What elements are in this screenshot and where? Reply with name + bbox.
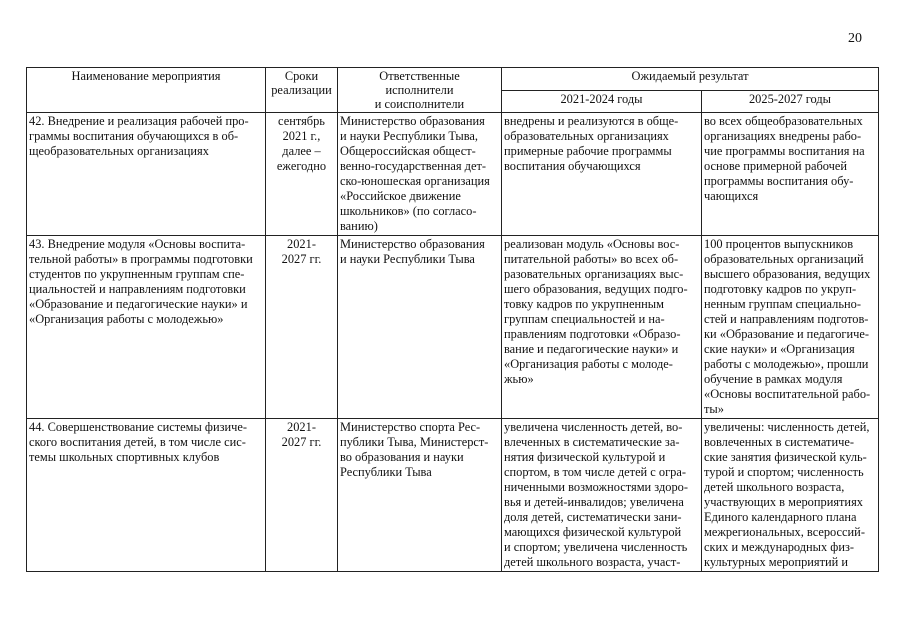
table-row <box>27 236 879 419</box>
measure-responsible: Министерство спорта Рес- публики Тыва, Министерст- во образования и науки Республики Тыва <box>338 419 502 572</box>
measure-dates: 2021- 2027 гг. <box>266 419 338 572</box>
measure-responsible: Министерство образования и науки Республики Тыва, Общероссийская общест- венно-государственная дет- ско-юношеская организация «Российское движение школьников» (по согласо- ванию) <box>338 113 502 236</box>
measure-dates: сентябрь 2021 г., далее – ежегодно <box>266 113 338 236</box>
header-period-2025-2027: 2025-2027 годы <box>702 90 879 113</box>
page-number: 20 <box>848 31 862 46</box>
table-row <box>27 419 879 572</box>
measure-name: 43. Внедрение модуля «Основы воспита- тельной работы» в программы подготовки студентов по укрупненным группам спе- циальностей и направлениям подготовки «Образование и педагогические науки» и «Организация работы с молодежью» <box>27 236 266 419</box>
measure-result-2025-2027: 100 процентов выпускников образовательных организаций высшего образования, ведущих подготовку кадров по укруп- ненным группам специально- стей и направлениям подготов- ки «Образование и педагогиче- ские науки» и «Организация работы с молодежью», прошли обучение в рамках модуля «Основы воспитательной рабо- ты» <box>702 236 879 419</box>
measure-result-2021-2024: внедрены и реализуются в обще- образовательных организациях примерные рабочие программы воспитания обучающихся <box>502 113 702 236</box>
measure-dates: 2021- 2027 гг. <box>266 236 338 419</box>
measure-result-2025-2027: увеличены: численность детей, вовлеченных в систематиче- ские занятия физической куль- турой и спортом; численность детей школьного возраста, участвующих в мероприятиях Единого календарного плана межрегиональных, всероссий- ских и международных физ- культурных мероприятий и <box>702 419 879 572</box>
measure-responsible: Министерство образования и науки Республики Тыва <box>338 236 502 419</box>
measure-name: 44. Совершенствование системы физиче- ского воспитания детей, в том числе сис- темы школьных спортивных клубов <box>27 419 266 572</box>
header-name: Наименование мероприятия <box>27 68 266 113</box>
measure-result-2021-2024: увеличена численность детей, во- влеченных в систематические за- нятия физической культурой и спортом, в том числе детей с огра- ниченными возможностями здоро- вья и детей-инвалидов; увеличена доля детей, систематически зани- мающихся физической культурой и спортом; увеличена численность детей школьного возраста, участ- <box>502 419 702 572</box>
header-responsible: Ответственные исполнители и соисполнители <box>338 68 502 113</box>
header-period-2021-2024: 2021-2024 годы <box>502 90 702 113</box>
header-row <box>27 68 879 91</box>
header-dates: Сроки реализации <box>266 68 338 113</box>
table-row <box>27 113 879 236</box>
measures-table <box>26 67 879 572</box>
header-expected-result: Ожидаемый результат <box>502 68 879 91</box>
measure-result-2021-2024: реализован модуль «Основы вос- питательной работы» во всех об- разовательных организациях выс- шего образования, ведущих подго- товку кадров по укрупненным группам специальностей и на- правлениям подготовки «Образо- вание и педагогические науки» и «Организация работы с молоде- жью» <box>502 236 702 419</box>
measure-name: 42. Внедрение и реализация рабочей про- граммы воспитания обучающихся в об- щеобразовательных организациях <box>27 113 266 236</box>
measure-result-2025-2027: во всех общеобразовательных организациях внедрены рабо- чие программы воспитания на основе примерной рабочей программы воспитания обу- чающихся <box>702 113 879 236</box>
